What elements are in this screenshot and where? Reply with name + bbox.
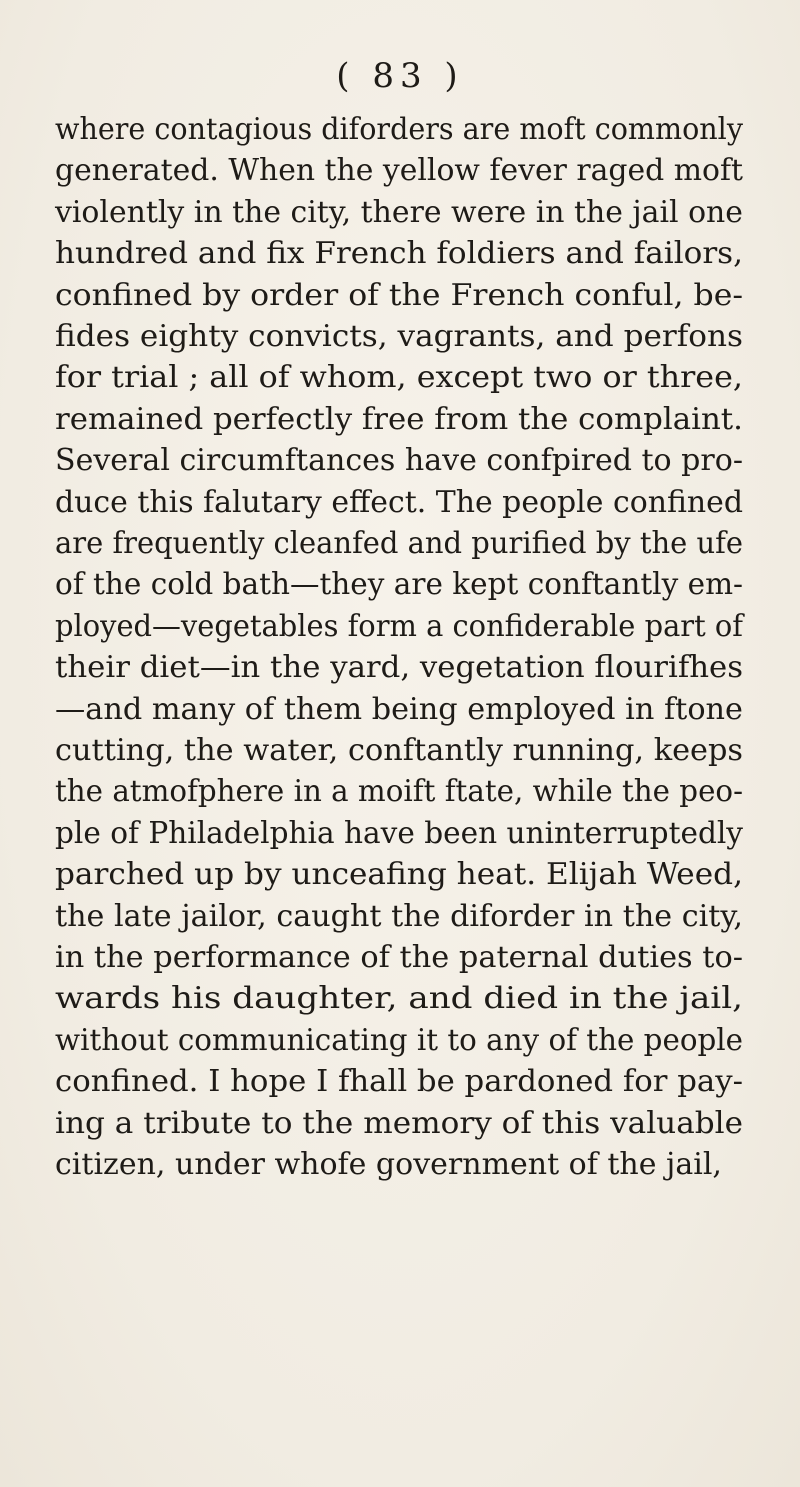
text-line: where contagious diforders are moft commonly — [55, 112, 743, 147]
text-line: confined by order of the French conful, be- — [55, 277, 744, 313]
text-line: cutting, the water, conftantly running, keeps — [55, 733, 744, 768]
text-line: their diet—in the yard, vegetation flourifhes — [55, 650, 744, 686]
text-line: ple of Philadelphia have been uninterruptedly — [55, 815, 744, 851]
text-line: ing a tribute to the memory of this valuable — [55, 1105, 744, 1141]
text-line: remained perfectly free from the complaint. — [55, 401, 743, 437]
text-line: in the performance of the paternal duties to- — [55, 940, 744, 975]
text-line: —and many of them being employed in ftone — [55, 691, 743, 727]
text-line: confined. I hope I fhall be pardoned for pay- — [55, 1064, 743, 1100]
text-line: duce this falutary effect. The people confined — [55, 484, 744, 520]
text-line: fides eighty convicts, vagrants, and perfons — [55, 319, 744, 354]
text-line: Several circumftances have confpired to pro- — [55, 443, 743, 479]
text-line: are frequently cleanfed and purified by the ufe — [55, 526, 743, 561]
page-number: ( 83 ) — [336, 56, 464, 96]
text-line: the late jailor, caught the diforder in the city, — [55, 898, 744, 934]
text-line: parched up by unceafing heat. Elijah Weed, — [55, 857, 743, 893]
text-line: wards his daughter, and died in the jail, — [55, 981, 743, 1017]
text-line: violently in the city, there were in the jail one — [55, 194, 743, 230]
text-line: citizen, under whofe government of the jail, — [55, 1147, 722, 1182]
text-line: generated. When the yellow fever raged moft — [55, 153, 743, 189]
text-line: the atmofphere in a moift ftate, while the peo- — [55, 774, 743, 810]
text-line: ployed—vegetables form a confiderable part of — [55, 608, 743, 644]
text-line: without communicating it to any of the people — [55, 1022, 744, 1058]
text-line: for trial ; all of whom, except two or three, — [55, 360, 743, 396]
text-line: hundred and fix French foldiers and failors, — [55, 236, 744, 272]
text-line: of the cold bath—they are kept conftantly em- — [55, 567, 744, 603]
